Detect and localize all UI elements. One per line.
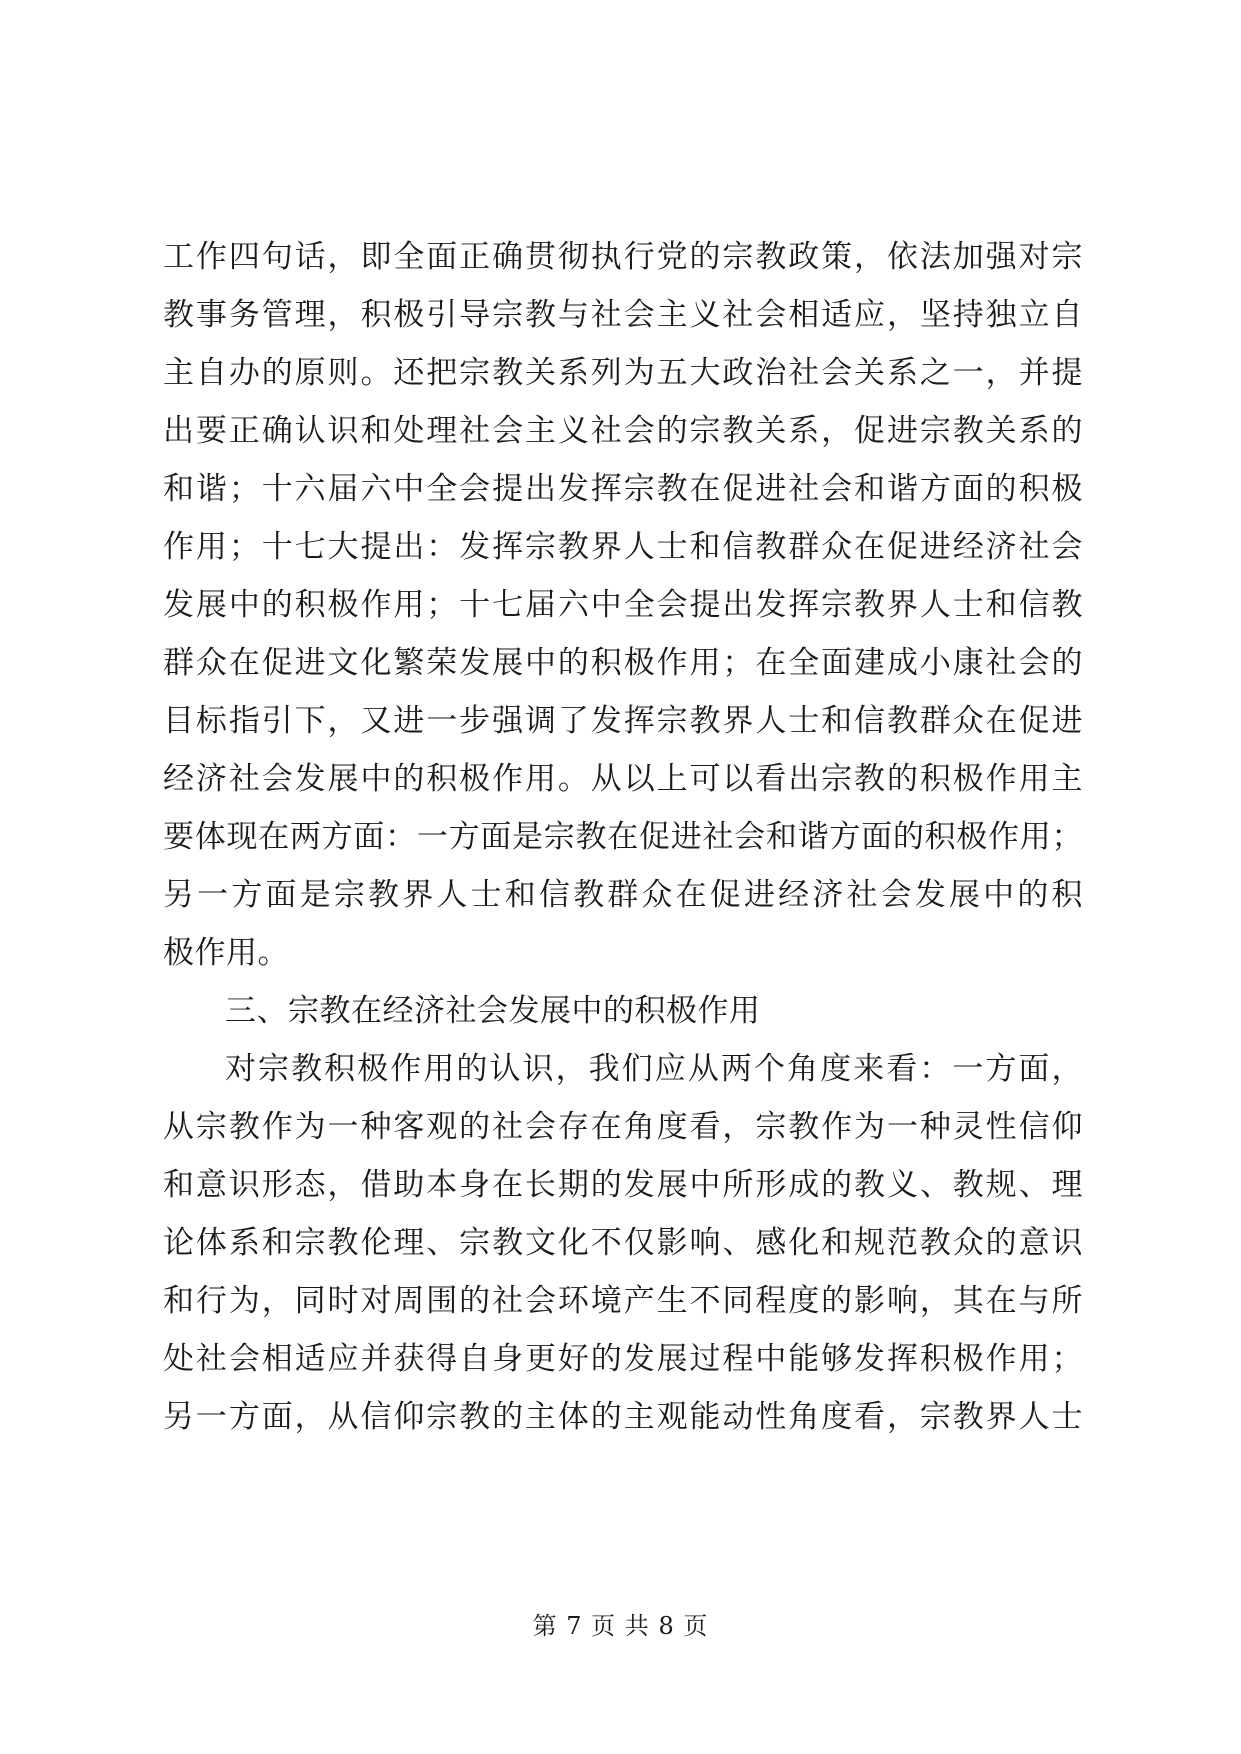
text-line: 另一方面是宗教界人士和信教群众在促进经济社会发展中的积 xyxy=(163,877,1083,913)
text-line: 另一方面，从信仰宗教的主体的主观能动性角度看，宗教界人士 xyxy=(163,1399,1083,1435)
text-line: 和意识形态，借助本身在长期的发展中所形成的教义、教规、理 xyxy=(163,1167,1083,1203)
text-line: 对宗教积极作用的认识，我们应从两个角度来看：一方面， xyxy=(225,1051,1083,1087)
text-line: 和谐；十六届六中全会提出发挥宗教在促进社会和谐方面的积极 xyxy=(163,471,1083,507)
text-line: 目标指引下，又进一步强调了发挥宗教界人士和信教群众在促进 xyxy=(163,703,1083,739)
text-line: 极作用。 xyxy=(163,935,289,971)
section-heading: 三、宗教在经济社会发展中的积极作用 xyxy=(225,993,761,1029)
text-line: 教事务管理，积极引导宗教与社会主义社会相适应，坚持独立自 xyxy=(163,297,1083,333)
text-line: 和行为，同时对周围的社会环境产生不同程度的影响，其在与所 xyxy=(163,1283,1083,1319)
text-line: 要体现在两方面：一方面是宗教在促进社会和谐方面的积极作用； xyxy=(163,819,1083,855)
text-line: 从宗教作为一种客观的社会存在角度看，宗教作为一种灵性信仰 xyxy=(163,1109,1083,1145)
text-line: 发展中的积极作用；十七届六中全会提出发挥宗教界人士和信教 xyxy=(163,587,1083,623)
body-text xyxy=(163,228,1083,1446)
text-line: 作用；十七大提出：发挥宗教界人士和信教群众在促进经济社会 xyxy=(163,529,1083,565)
text-line: 主自办的原则。还把宗教关系列为五大政治社会关系之一，并提 xyxy=(163,355,1083,391)
text-line: 工作四句话，即全面正确贯彻执行党的宗教政策，依法加强对宗 xyxy=(163,239,1083,275)
text-line: 论体系和宗教伦理、宗教文化不仅影响、感化和规范教众的意识 xyxy=(163,1225,1083,1261)
text-line: 出要正确认识和处理社会主义社会的宗教关系，促进宗教关系的 xyxy=(163,413,1083,449)
text-line: 经济社会发展中的积极作用。从以上可以看出宗教的积极作用主 xyxy=(163,761,1083,797)
text-line: 群众在促进文化繁荣发展中的积极作用；在全面建成小康社会的 xyxy=(163,645,1083,681)
page-footer: 第 7 页 共 8 页 xyxy=(532,1612,709,1640)
text-line: 处社会相适应并获得自身更好的发展过程中能够发挥积极作用； xyxy=(163,1341,1083,1377)
